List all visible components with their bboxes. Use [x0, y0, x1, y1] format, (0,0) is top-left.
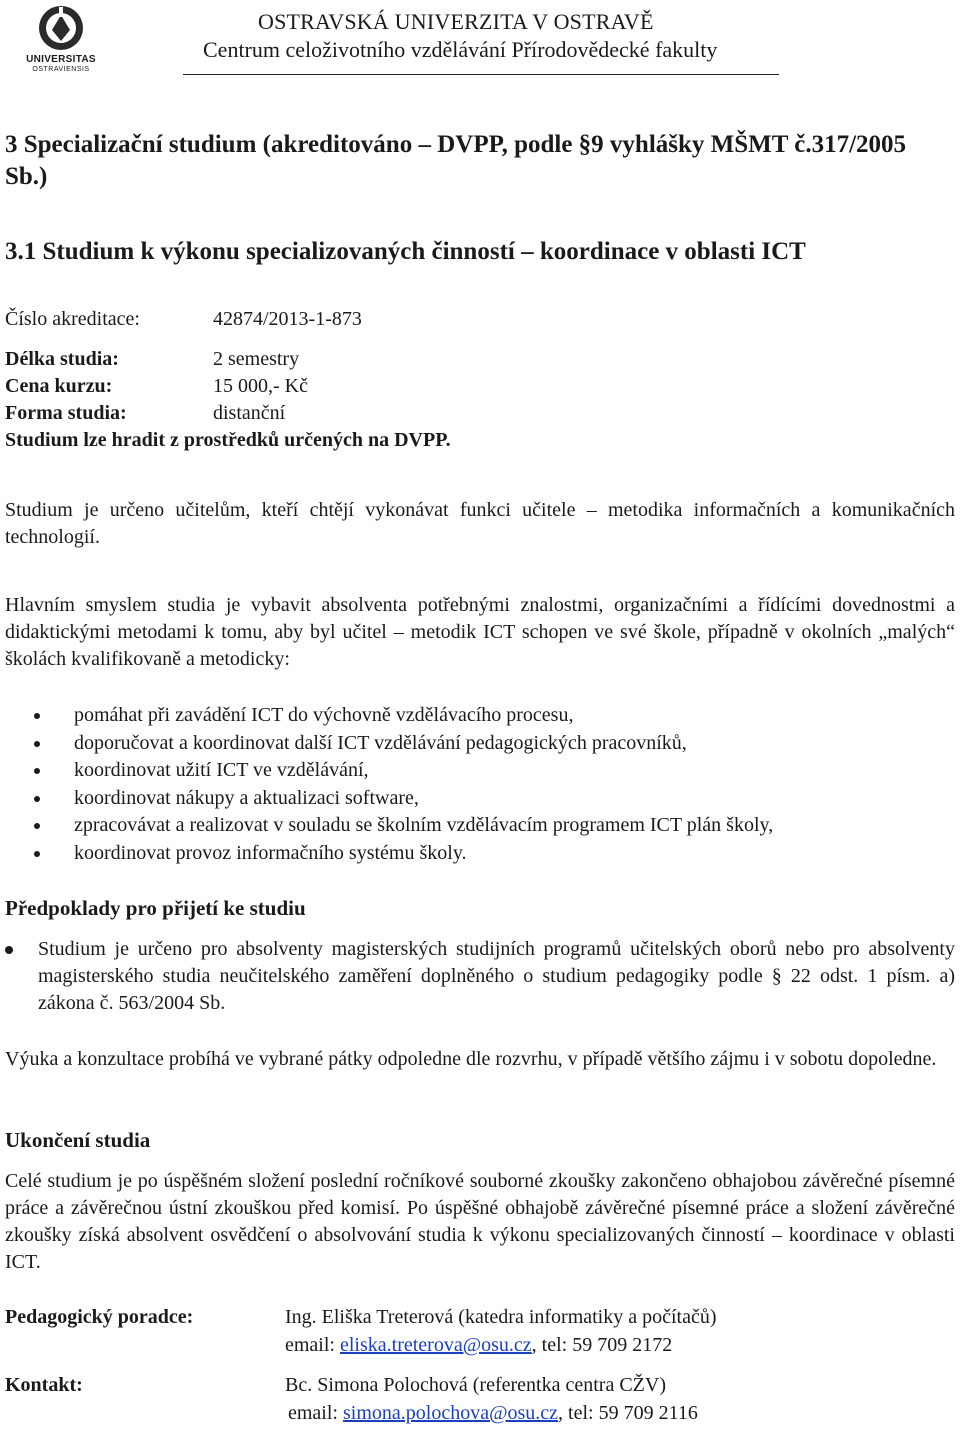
bullet-icon — [34, 768, 40, 774]
purpose-paragraph: Hlavním smyslem studia je vybavit absolventa potřebnými znalostmi, organizačními a řídícími dovednostmi a didaktickými metodami k tomu, aby byl učitel – metodik ICT schopen ve své škole, případně v okolních „malých“ školách kvalifikovaně a metodicky: — [5, 594, 955, 670]
advisor-contact-line: email: eliska.treterova@osu.cz, tel: 59 709 2172 — [285, 1334, 673, 1356]
funding-note: Studium lze hradit z prostředků určených na DVPP. — [5, 429, 451, 451]
price-value: 15 000,- Kč — [213, 375, 308, 397]
logo-text-1: UNIVERSITAS — [26, 54, 96, 65]
contact-label: Kontakt: — [5, 1374, 83, 1396]
university-logo — [22, 4, 100, 76]
list-item: doporučovat a koordinovat další ICT vzdělávání pedagogických pracovníků, — [74, 730, 773, 758]
bullet-icon — [34, 823, 40, 829]
length-value: 2 semestry — [213, 348, 300, 370]
bullet-icon — [34, 851, 40, 857]
schedule-paragraph: Výuka a konzultace probíhá ve vybrané pátky odpoledne dle rozvrhu, v případě většího zájmu i v sobotu dopoledne. — [5, 1048, 937, 1070]
bullet-icon — [34, 713, 40, 719]
list-item: koordinovat nákupy a aktualizaci software, — [74, 785, 773, 813]
completion-paragraph: Celé studium je po úspěšném složení poslední ročníkové souborné zkoušky zakončeno obhajobou závěrečné písemné práce a závěrečnou ústní zkouškou před komisí. Po úspěšné obhajobě závěrečné písemné práce a složení závěrečné zkoušky získá absolvent osvědčení o absolvování studia k výkonu specializovaných činností – koordinace v oblasti ICT. — [5, 1170, 955, 1273]
prerequisites-title: Předpoklady pro přijetí ke studiu — [5, 896, 306, 920]
list-item: pomáhat při zavádění ICT do výchovně vzdělávacího procesu, — [74, 702, 773, 730]
accreditation-value: 42874/2013-1-873 — [213, 308, 362, 330]
skills-list — [74, 702, 773, 867]
price-label: Cena kurzu: — [5, 375, 113, 397]
section-heading: 3 Specializační studium (akreditováno – DVPP, podle §9 vyhlášky MŠMT č.317/2005 Sb.) — [5, 131, 907, 190]
intro-paragraph: Studium je určeno učitelům, kteří chtějí vykonávat funkci učitele – metodika informačních a komunikačních technologií. — [5, 499, 955, 548]
completion-title: Ukončení studia — [5, 1128, 151, 1152]
bullet-icon — [34, 741, 40, 747]
subsection-heading: 3.1 Studium k výkonu specializovaných činností – koordinace v oblasti ICT — [5, 238, 806, 265]
form-value: distanční — [213, 402, 286, 424]
bullet-icon — [34, 796, 40, 802]
advisor-name: Ing. Eliška Treterová (katedra informatiky a počítačů) — [285, 1306, 717, 1328]
advisor-label: Pedagogický poradce: — [5, 1306, 194, 1328]
logo-text-2: OSTRAVIENSIS — [32, 66, 90, 73]
length-label: Délka studia: — [5, 348, 119, 370]
list-item: zpracovávat a realizovat v souladu se školním vzdělávacím programem ICT plán školy, — [74, 812, 773, 840]
prerequisites-item: Studium je určeno pro absolventy magisterských studijních programů učitelských oborů nebo pro absolventy magisterského studia neučitelského zaměření doplněného o studium pedagogiky podle § 22 odst. 1 písm. a) zákona č. 563/2004 Sb. — [38, 938, 955, 1014]
university-name: OSTRAVSKÁ UNIVERZITA V OSTRAVĚ — [258, 9, 654, 34]
advisor-email-link[interactable]: eliska.treterova@osu.cz — [339, 1334, 532, 1356]
accreditation-label: Číslo akreditace: — [5, 308, 140, 330]
list-item: koordinovat provoz informačního systému školy. — [74, 840, 773, 868]
bullet-icon — [5, 946, 13, 954]
contact-email-link[interactable]: simona.polochova@osu.cz — [342, 1402, 559, 1424]
form-label: Forma studia: — [5, 402, 127, 424]
contact-name: Bc. Simona Polochová (referentka centra CŽV) — [285, 1374, 666, 1396]
list-item: koordinovat užití ICT ve vzdělávání, — [74, 757, 773, 785]
contact-contact-line: email: simona.polochova@osu.cz, tel: 59 709 2116 — [288, 1402, 698, 1424]
header-divider — [183, 74, 779, 75]
center-name: Centrum celoživotního vzdělávání Přírodovědecké fakulty — [203, 37, 718, 62]
